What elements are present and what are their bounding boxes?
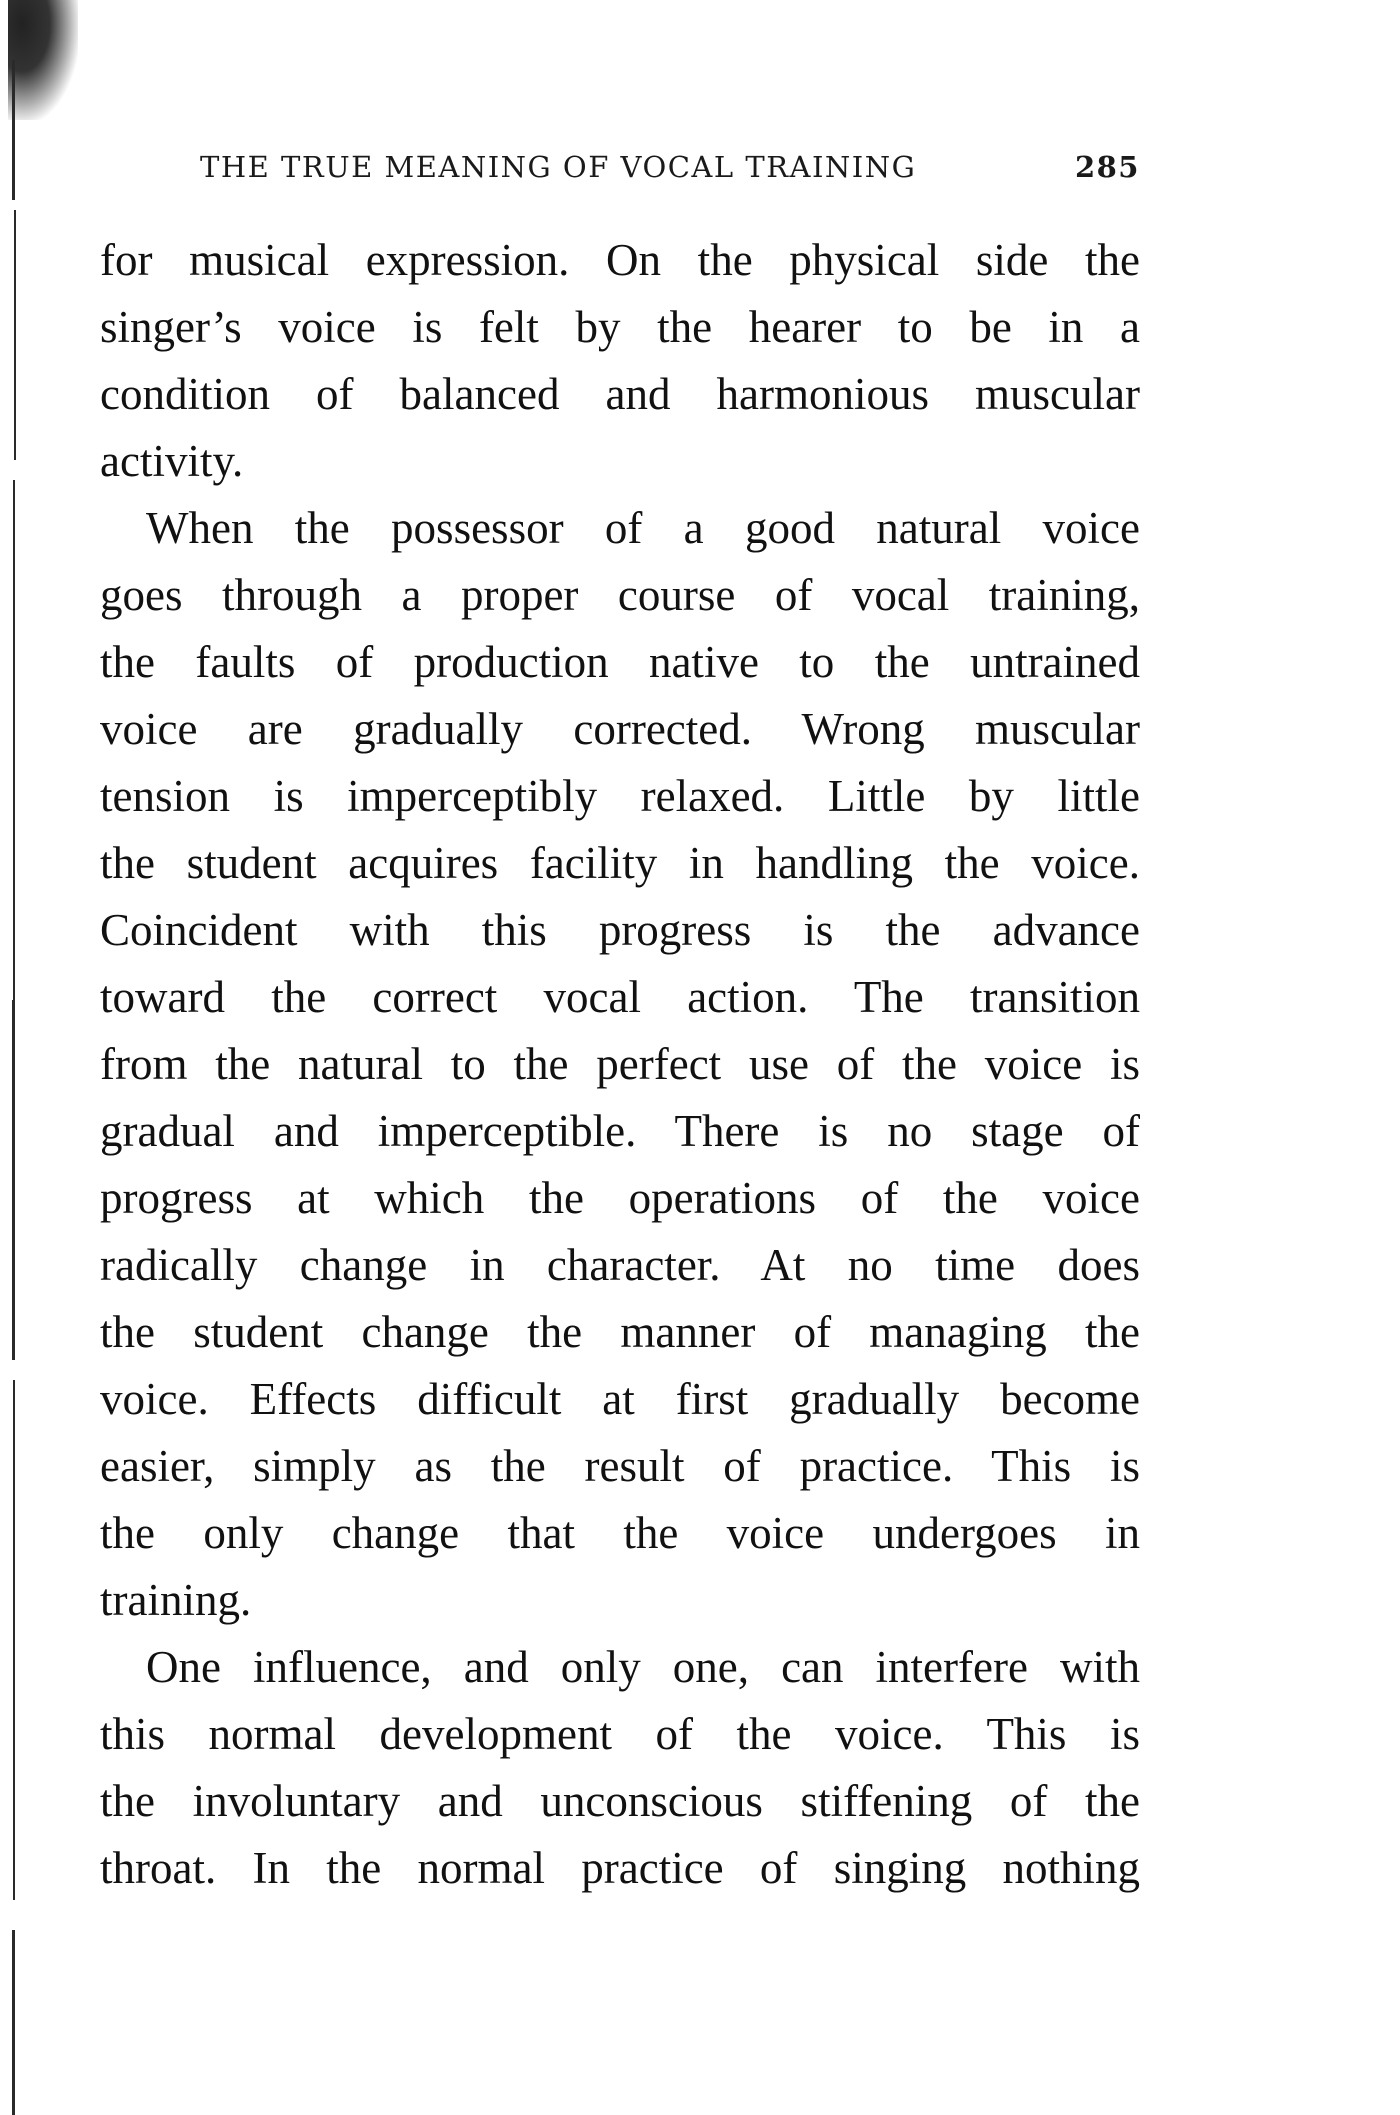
page-number: 285 <box>1074 150 1140 184</box>
text-line: Coincident with this progress is the advance <box>100 905 1140 955</box>
binding-edge <box>8 0 22 2115</box>
binding-rule <box>13 480 15 1000</box>
text-line: training. <box>100 1575 252 1625</box>
binding-rule <box>12 1930 15 2115</box>
binding-rule <box>13 1380 15 1900</box>
running-head-title: THE TRUE MEANING OF VOCAL TRAINING <box>200 150 917 184</box>
text-line: progress at which the operations of the voice <box>100 1173 1140 1223</box>
text-line: for musical expression. On the physical side the <box>100 235 1140 285</box>
binding-rule <box>12 60 15 200</box>
text-line: gradual and imperceptible. There is no stage of <box>100 1106 1140 1156</box>
text-line: from the natural to the perfect use of the voice is <box>100 1039 1140 1089</box>
text-line: radically change in character. At no time does <box>100 1240 1140 1290</box>
text-line: easier, simply as the result of practice. This is <box>100 1441 1140 1491</box>
text-line: the involuntary and unconscious stiffening of the <box>100 1776 1140 1826</box>
running-head <box>200 150 1140 190</box>
text-line: goes through a proper course of vocal training, <box>100 570 1140 620</box>
text-line: this normal development of the voice. This is <box>100 1709 1140 1759</box>
text-line: One influence, and only one, can interfere with <box>146 1642 1140 1692</box>
text-line: the student acquires facility in handling the voice. <box>100 838 1140 888</box>
body-text <box>100 227 1140 1902</box>
text-line: toward the correct vocal action. The transition <box>100 972 1140 1022</box>
binding-rule <box>12 1000 15 1360</box>
text-line: the only change that the voice undergoes in <box>100 1508 1140 1558</box>
text-line: tension is imperceptibly relaxed. Little by little <box>100 771 1140 821</box>
text-line: condition of balanced and harmonious muscular <box>100 369 1140 419</box>
text-line: voice are gradually corrected. Wrong muscular <box>100 704 1140 754</box>
text-line: activity. <box>100 436 244 486</box>
binding-ink-blot <box>8 0 78 120</box>
text-line: the faults of production native to the untrained <box>100 637 1140 687</box>
text-line: throat. In the normal practice of singing nothing <box>100 1843 1140 1893</box>
text-line: the student change the manner of managing the <box>100 1307 1140 1357</box>
text-line: voice. Effects difficult at first gradually become <box>100 1374 1140 1424</box>
binding-rule <box>14 210 16 460</box>
text-line: singer’s voice is felt by the hearer to be in a <box>100 302 1140 352</box>
text-line: When the possessor of a good natural voice <box>146 503 1140 553</box>
